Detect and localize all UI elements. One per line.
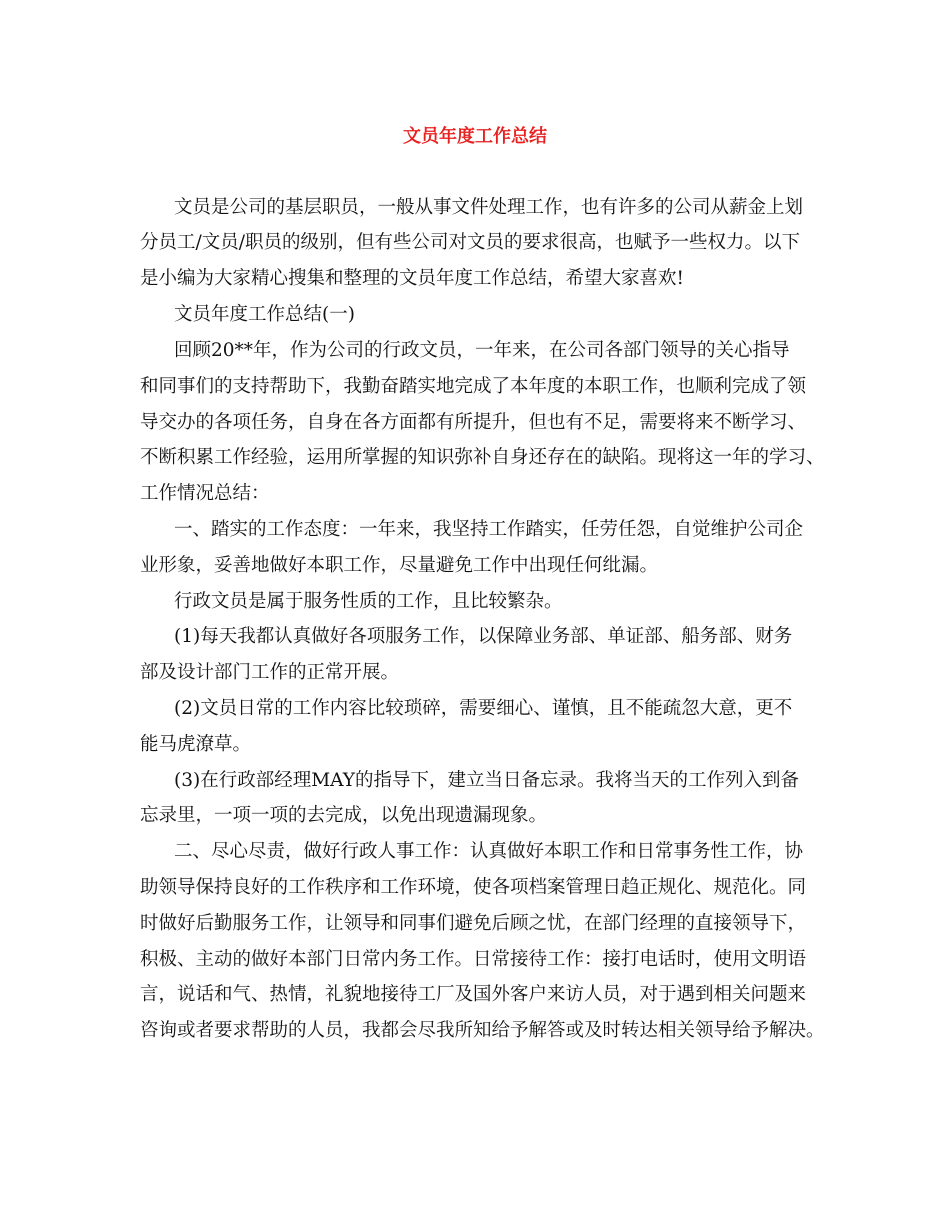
paragraph-line: 和同事们的支持帮助下，我勤奋踏实地完成了本年度的本职工作，也顺利完成了领 bbox=[140, 376, 807, 397]
paragraph-line: (2)文员日常的工作内容比较琐碎，需要细心、谨慎，且不能疏忽大意，更不 bbox=[174, 698, 793, 719]
paragraph-line: 是小编为大家精心搜集和整理的文员年度工作总结，希望大家喜欢! bbox=[140, 268, 684, 289]
paragraph-line: 分员工/文员/职员的级别，但有些公司对文员的要求很高，也赋予一些权力。以下 bbox=[140, 232, 800, 253]
paragraph-line: (1)每天我都认真做好各项服务工作，以保障业务部、单证部、船务部、财务 bbox=[174, 626, 793, 647]
paragraph-line: 言，说话和气、热情，礼貌地接待工厂及国外客户来访人员，对于遇到相关问题来 bbox=[140, 984, 807, 1005]
paragraph-line: 不断积累工作经验，运用所掌握的知识弥补自身还存在的缺陷。现将这一年的学习、 bbox=[140, 447, 825, 468]
paragraph-line: 导交办的各项任务，自身在各方面都有所提升，但也有不足，需要将来不断学习、 bbox=[140, 412, 807, 433]
paragraph-line: (3)在行政部经理MAY的指导下，建立当日备忘录。我将当天的工作列入到备 bbox=[174, 770, 799, 791]
paragraph-line: 工作情况总结： bbox=[140, 483, 270, 504]
paragraph-line: 二、尽心尽责，做好行政人事工作：认真做好本职工作和日常事务性工作，协 bbox=[174, 841, 804, 862]
section-heading: 文员年度工作总结(一) bbox=[174, 304, 355, 325]
paragraph-line: 忘录里，一项一项的去完成，以免出现遗漏现象。 bbox=[140, 805, 548, 826]
paragraph-line: 咨询或者要求帮助的人员，我都会尽我所知给予解答或及时转达相关领导给予解决。 bbox=[140, 1020, 825, 1041]
paragraph-line: 部及设计部门工作的正常开展。 bbox=[140, 662, 400, 683]
paragraph-line: 助领导保持良好的工作秩序和工作环境，使各项档案管理日趋正规化、规范化。同 bbox=[140, 877, 807, 898]
paragraph-line: 文员是公司的基层职员，一般从事文件处理工作，也有许多的公司从薪金上划 bbox=[174, 197, 804, 218]
paragraph-line: 能马虎潦草。 bbox=[140, 734, 252, 755]
paragraph-line: 业形象，妥善地做好本职工作，尽量避免工作中出现任何纰漏。 bbox=[140, 555, 659, 576]
document-title: 文员年度工作总结 bbox=[403, 126, 547, 147]
paragraph-line: 行政文员是属于服务性质的工作，且比较繁杂。 bbox=[174, 591, 563, 612]
paragraph-line: 时做好后勤服务工作，让领导和同事们避免后顾之忧，在部门经理的直接领导下， bbox=[140, 913, 807, 934]
paragraph-line: 积极、主动的做好本部门日常内务工作。日常接待工作：接打电话时，使用文明语 bbox=[140, 949, 807, 970]
paragraph-line: 一、踏实的工作态度：一年来，我坚持工作踏实，任劳任怨，自觉维护公司企 bbox=[174, 519, 804, 540]
paragraph-line: 回顾20**年，作为公司的行政文员，一年来，在公司各部门领导的关心指导 bbox=[174, 340, 790, 361]
